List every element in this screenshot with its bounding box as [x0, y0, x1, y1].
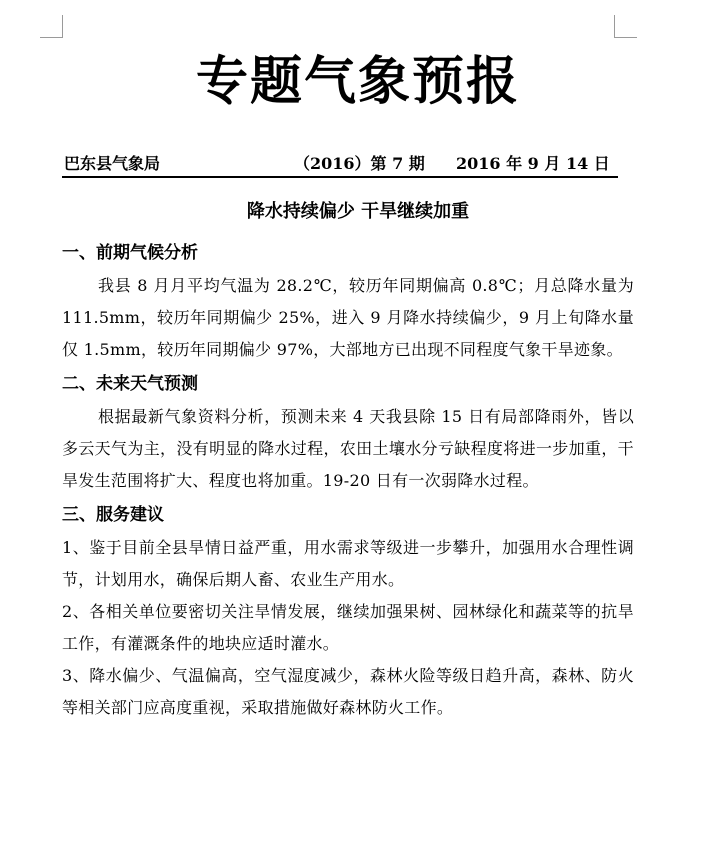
issue-number: （2016）第 7 期 — [294, 154, 425, 173]
section-heading-climate-analysis: 一、前期气候分析 — [62, 243, 198, 263]
report-subtitle: 降水持续偏少 干旱继续加重 — [246, 201, 470, 222]
section-paragraph: 根据最新气象资料分析，预测未来 4 天我县除 15 日有局部降雨外，皆以多云天气为主，没有明显的降水过程，农田土壤水分亏缺程度将进一步加重，干旱发生范围将扩大、程度也将加重。19-20 日有一次弱降水过程。 — [62, 407, 634, 490]
document-title: 专题气象预报 — [195, 52, 520, 112]
issue-header — [62, 152, 618, 178]
issue-date: 2016 年 9 月 14 日 — [456, 154, 610, 173]
issuing-organization: 巴东县气象局 — [64, 154, 161, 173]
advice-item: 3、降水偏少、气温偏高，空气湿度减少，森林火险等级日趋升高，森林、防火等相关部门应高度重视，采取措施做好森林防火工作。 — [62, 666, 634, 717]
crop-mark-top-left — [40, 15, 63, 38]
section-heading-service-advice: 三、服务建议 — [62, 505, 164, 525]
advice-item: 1、鉴于目前全县旱情日益严重，用水需求等级进一步攀升，加强用水合理性调节，计划用水，确保后期人畜、农业生产用水。 — [62, 538, 634, 589]
section-paragraph: 我县 8 月月平均气温为 28.2℃，较历年同期偏高 0.8℃；月总降水量为 111.5mm，较历年同期偏少 25%，进入 9 月降水持续偏少，9 月上旬降水量仅 1.5mm，较历年同期偏少 97%，大部地方已出现不同程度气象干旱迹象。 — [62, 276, 634, 359]
report-body — [62, 238, 634, 724]
advice-item: 2、各相关单位要密切关注旱情发展，继续加强果树、园林绿化和蔬菜等的抗旱工作，有灌溉条件的地块应适时灌水。 — [62, 602, 634, 653]
crop-mark-top-right — [614, 15, 637, 38]
section-heading-weather-forecast: 二、未来天气预测 — [62, 374, 198, 394]
